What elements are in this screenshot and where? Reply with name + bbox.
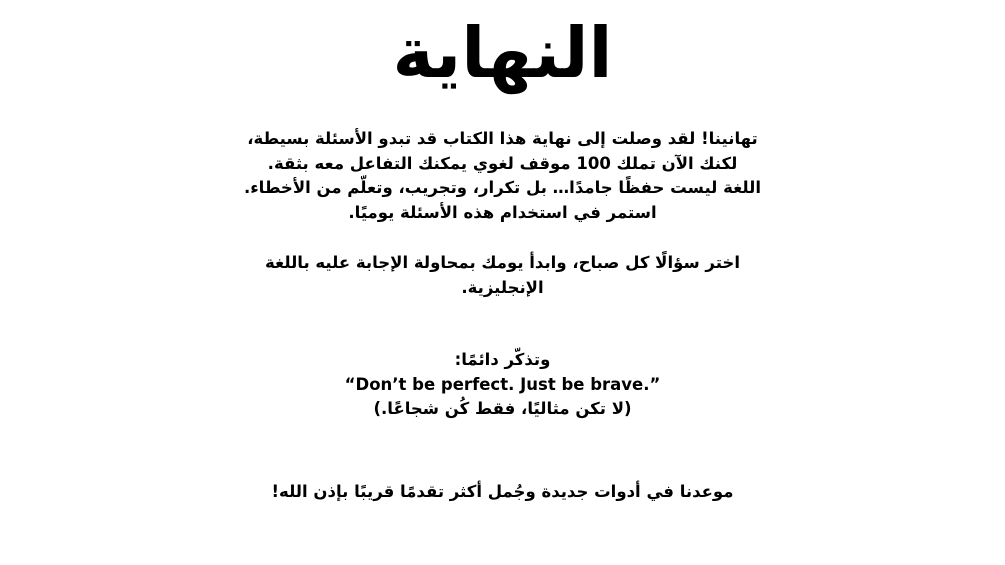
paragraph-line: اختر سؤالًا كل صباح، وابدأ يومك بمحاولة الإجابة عليه باللغة — [265, 253, 740, 272]
page-title: النهاية — [392, 12, 613, 94]
paragraph-line: الإنجليزية. — [461, 277, 544, 297]
reminder-block — [0, 348, 1005, 422]
closing-line: موعدنا في أدوات جديدة وجُمل أكثر تقدمًا قريبًا بإذن الله! — [271, 482, 734, 501]
paragraph-line: اللغة ليست حفظًا جامدًا… بل تكرار، وتجريب، وتعلّم من الأخطاء. — [243, 178, 762, 197]
reminder-heading: وتذكّر دائمًا: — [454, 350, 551, 369]
congratulations-paragraph — [0, 127, 1005, 225]
closing-paragraph — [0, 480, 1005, 505]
reminder-quote: “Don’t be perfect. Just be brave.” — [344, 374, 661, 394]
paragraph-line: تهانينا! لقد وصلت إلى نهاية هذا الكتاب قد تبدو الأسئلة بسيطة، — [247, 129, 758, 148]
reminder-translation: (لا تكن مثاليًا، فقط كُن شجاعًا.) — [373, 399, 632, 418]
daily-practice-paragraph — [0, 251, 1005, 300]
paragraph-line: لكنك الآن تملك 100 موقف لغوي يمكنك التفاعل معه بثقة. — [267, 153, 738, 173]
paragraph-line: استمر في استخدام هذه الأسئلة يوميًا. — [348, 202, 657, 222]
